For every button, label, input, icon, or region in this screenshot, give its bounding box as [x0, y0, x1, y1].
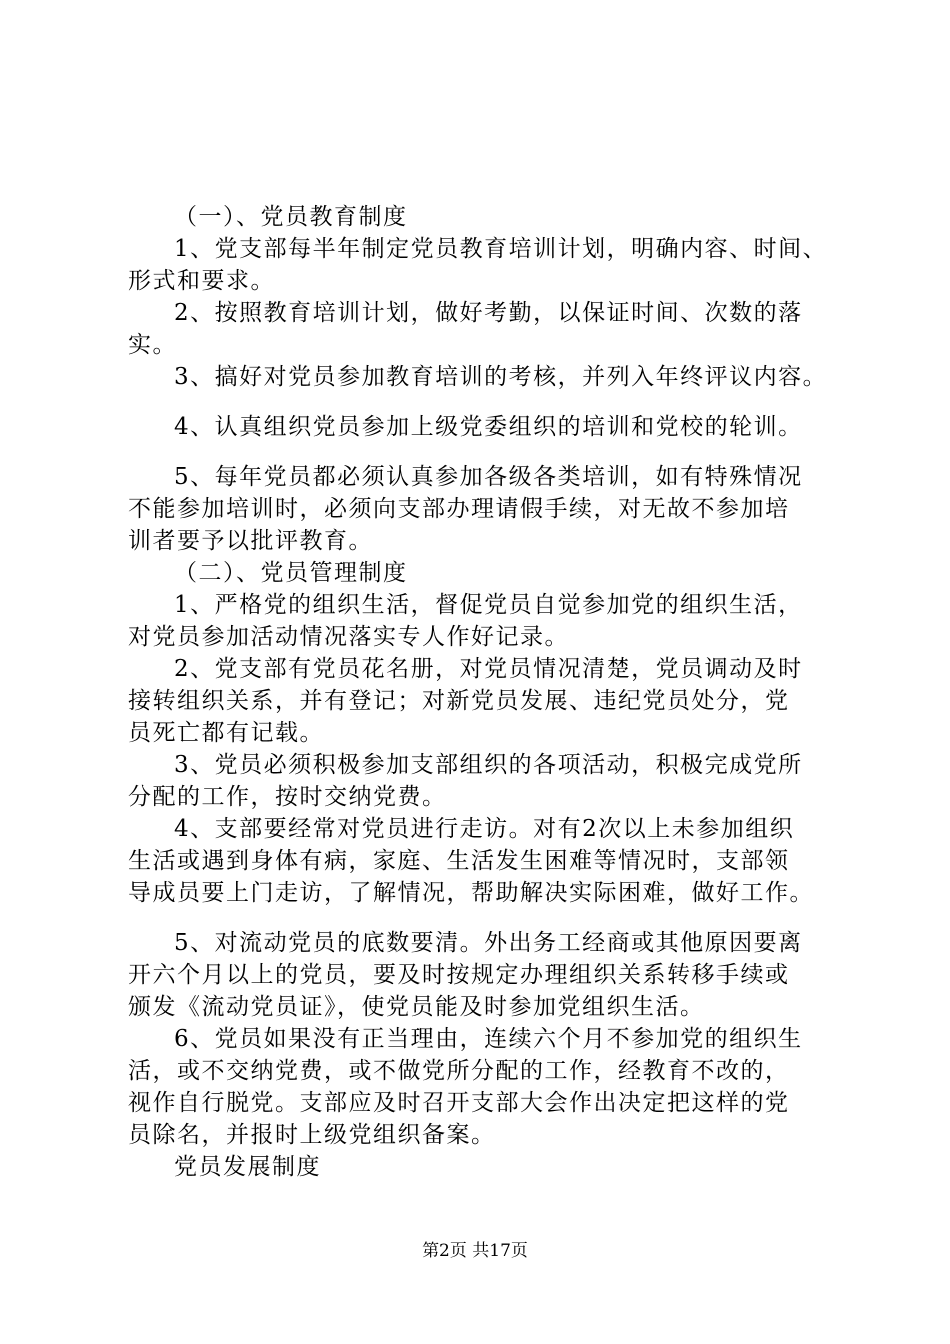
paragraph-line: 1、党支部每半年制定党员教育培训计划，明确内容、时间、	[174, 236, 828, 262]
paragraph-gap	[128, 909, 858, 927]
paragraph-line: 员死亡都有记载。	[128, 720, 324, 746]
paragraph-line: 导成员要上门走访，了解情况，帮助解决实际困难，做好工作。	[128, 880, 814, 906]
page-number-footer: 第2页 共17页	[422, 1241, 528, 1261]
paragraph-line: 2、按照教育培训计划，做好考勤，以保证时间、次数的落	[174, 300, 803, 326]
paragraph-line: 颁发《流动党员证》，使党员能及时参加党组织生活。	[128, 994, 705, 1020]
document-body	[128, 201, 858, 1183]
paragraph-line: 形式和要求。	[128, 268, 275, 294]
paragraph-line: 对党员参加活动情况落实专人作好记录。	[128, 624, 569, 650]
paragraph-line: 2、党支部有党员花名册，对党员情况清楚，党员调动及时	[174, 656, 803, 682]
paragraph-line: 1、严格党的组织生活，督促党员自觉参加党的组织生活，	[174, 592, 803, 618]
section-heading-education: （一）、党员教育制度	[174, 204, 408, 230]
paragraph-line: 开六个月以上的党员，要及时按规定办理组织关系转移手续或	[128, 962, 790, 988]
paragraph-line: 员除名，并报时上级党组织备案。	[128, 1122, 496, 1148]
paragraph-gap	[128, 443, 858, 461]
paragraph-gap	[128, 393, 858, 411]
paragraph-line: 3、搞好对党员参加教育培训的考核，并列入年终评议内容。	[174, 364, 828, 390]
paragraph-line: 4、支部要经常对党员进行走访。对有2次以上未参加组织	[174, 816, 795, 842]
paragraph-line: 实。	[128, 332, 177, 358]
section-heading-development: 党员发展制度	[174, 1154, 321, 1180]
paragraph-line: 视作自行脱党。支部应及时召开支部大会作出决定把这样的党	[128, 1090, 790, 1116]
paragraph-line: 接转组织关系，并有登记；对新党员发展、违纪党员处分，党	[128, 688, 790, 714]
paragraph-line: 不能参加培训时，必须向支部办理请假手续，对无故不参加培	[128, 496, 790, 522]
paragraph-line: 训者要予以批评教育。	[128, 528, 373, 554]
paragraph-line: 5、每年党员都必须认真参加各级各类培训，如有特殊情况	[174, 464, 803, 490]
paragraph-line: 6、党员如果没有正当理由，连续六个月不参加党的组织生	[174, 1026, 803, 1052]
paragraph-line: 活，或不交纳党费，或不做党所分配的工作，经教育不改的，	[128, 1058, 790, 1084]
paragraph-line: 分配的工作，按时交纳党费。	[128, 784, 447, 810]
paragraph-line: 生活或遇到身体有病，家庭、生活发生困难等情况时，支部领	[128, 848, 790, 874]
section-heading-management: （二）、党员管理制度	[174, 560, 408, 586]
paragraph-line: 3、党员必须积极参加支部组织的各项活动，积极完成党所	[174, 752, 803, 778]
paragraph-line: 4、认真组织党员参加上级党委组织的培训和党校的轮训。	[174, 414, 803, 440]
paragraph-line: 5、对流动党员的底数要清。外出务工经商或其他原因要离	[174, 930, 803, 956]
